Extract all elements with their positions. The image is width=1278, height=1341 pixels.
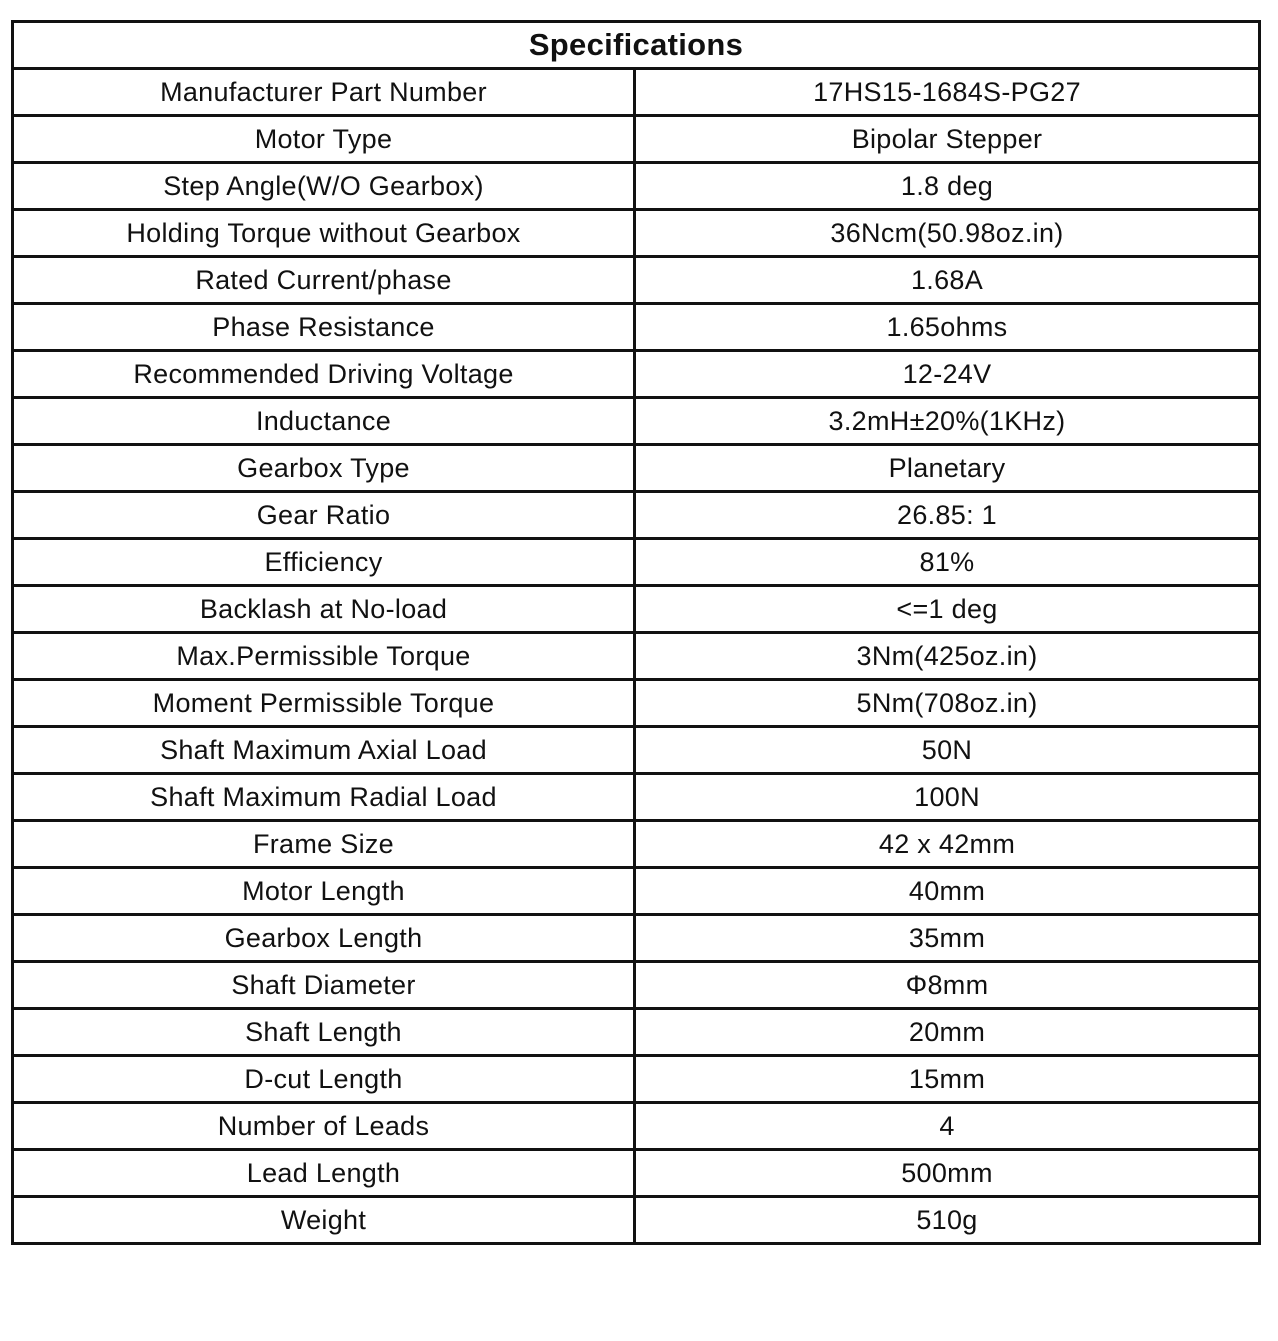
spec-value: 1.8 deg: [635, 163, 1260, 210]
spec-label: Manufacturer Part Number: [13, 69, 635, 116]
table-row: [13, 492, 1260, 539]
spec-value: Bipolar Stepper: [635, 116, 1260, 163]
spec-label: Holding Torque without Gearbox: [13, 210, 635, 257]
table-body: [13, 69, 1260, 1244]
spec-value: <=1 deg: [635, 586, 1260, 633]
table-row: [13, 304, 1260, 351]
table-row: [13, 680, 1260, 727]
spec-label: Step Angle(W/O Gearbox): [13, 163, 635, 210]
table-row: [13, 1103, 1260, 1150]
spec-value: 12-24V: [635, 351, 1260, 398]
table-row: [13, 774, 1260, 821]
table-row: [13, 163, 1260, 210]
spec-value: 20mm: [635, 1009, 1260, 1056]
table-row: [13, 351, 1260, 398]
spec-label: Gear Ratio: [13, 492, 635, 539]
table-row: [13, 69, 1260, 116]
spec-label: Gearbox Length: [13, 915, 635, 962]
spec-value: 42 x 42mm: [635, 821, 1260, 868]
spec-value: 1.68A: [635, 257, 1260, 304]
table-title: Specifications: [13, 22, 1260, 69]
table-row: [13, 962, 1260, 1009]
spec-label: Efficiency: [13, 539, 635, 586]
spec-label: Number of Leads: [13, 1103, 635, 1150]
spec-value: 100N: [635, 774, 1260, 821]
table-row: [13, 539, 1260, 586]
spec-value: 81%: [635, 539, 1260, 586]
table-row: [13, 116, 1260, 163]
spec-value: 50N: [635, 727, 1260, 774]
table-row: [13, 727, 1260, 774]
spec-label: Gearbox Type: [13, 445, 635, 492]
spec-value: 510g: [635, 1197, 1260, 1244]
table-row: [13, 633, 1260, 680]
spec-value: 4: [635, 1103, 1260, 1150]
spec-label: D-cut Length: [13, 1056, 635, 1103]
spec-value: 5Nm(708oz.in): [635, 680, 1260, 727]
spec-label: Rated Current/phase: [13, 257, 635, 304]
spec-value: 36Ncm(50.98oz.in): [635, 210, 1260, 257]
spec-value: Φ8mm: [635, 962, 1260, 1009]
spec-value: 3.2mH±20%(1KHz): [635, 398, 1260, 445]
spec-value: 26.85: 1: [635, 492, 1260, 539]
spec-label: Lead Length: [13, 1150, 635, 1197]
spec-label: Shaft Maximum Radial Load: [13, 774, 635, 821]
spec-label: Shaft Diameter: [13, 962, 635, 1009]
spec-label: Weight: [13, 1197, 635, 1244]
spec-label: Shaft Length: [13, 1009, 635, 1056]
spec-value: 40mm: [635, 868, 1260, 915]
spec-label: Frame Size: [13, 821, 635, 868]
spec-label: Max.Permissible Torque: [13, 633, 635, 680]
spec-label: Inductance: [13, 398, 635, 445]
spec-label: Motor Type: [13, 116, 635, 163]
spec-value: 15mm: [635, 1056, 1260, 1103]
table-row: [13, 257, 1260, 304]
table-header-row: [13, 22, 1260, 69]
table-row: [13, 1150, 1260, 1197]
spec-value: 17HS15-1684S-PG27: [635, 69, 1260, 116]
table-row: [13, 1009, 1260, 1056]
table-row: [13, 821, 1260, 868]
spec-label: Shaft Maximum Axial Load: [13, 727, 635, 774]
spec-label: Motor Length: [13, 868, 635, 915]
table-row: [13, 1197, 1260, 1244]
spec-value: 3Nm(425oz.in): [635, 633, 1260, 680]
spec-value: 35mm: [635, 915, 1260, 962]
table-row: [13, 915, 1260, 962]
spec-label: Phase Resistance: [13, 304, 635, 351]
spec-label: Backlash at No-load: [13, 586, 635, 633]
spec-label: Moment Permissible Torque: [13, 680, 635, 727]
table-row: [13, 586, 1260, 633]
table-row: [13, 398, 1260, 445]
spec-value: Planetary: [635, 445, 1260, 492]
spec-label: Recommended Driving Voltage: [13, 351, 635, 398]
specifications-table: [11, 20, 1261, 1245]
table-row: [13, 445, 1260, 492]
table-row: [13, 868, 1260, 915]
spec-value: 500mm: [635, 1150, 1260, 1197]
spec-value: 1.65ohms: [635, 304, 1260, 351]
table-row: [13, 210, 1260, 257]
table-row: [13, 1056, 1260, 1103]
